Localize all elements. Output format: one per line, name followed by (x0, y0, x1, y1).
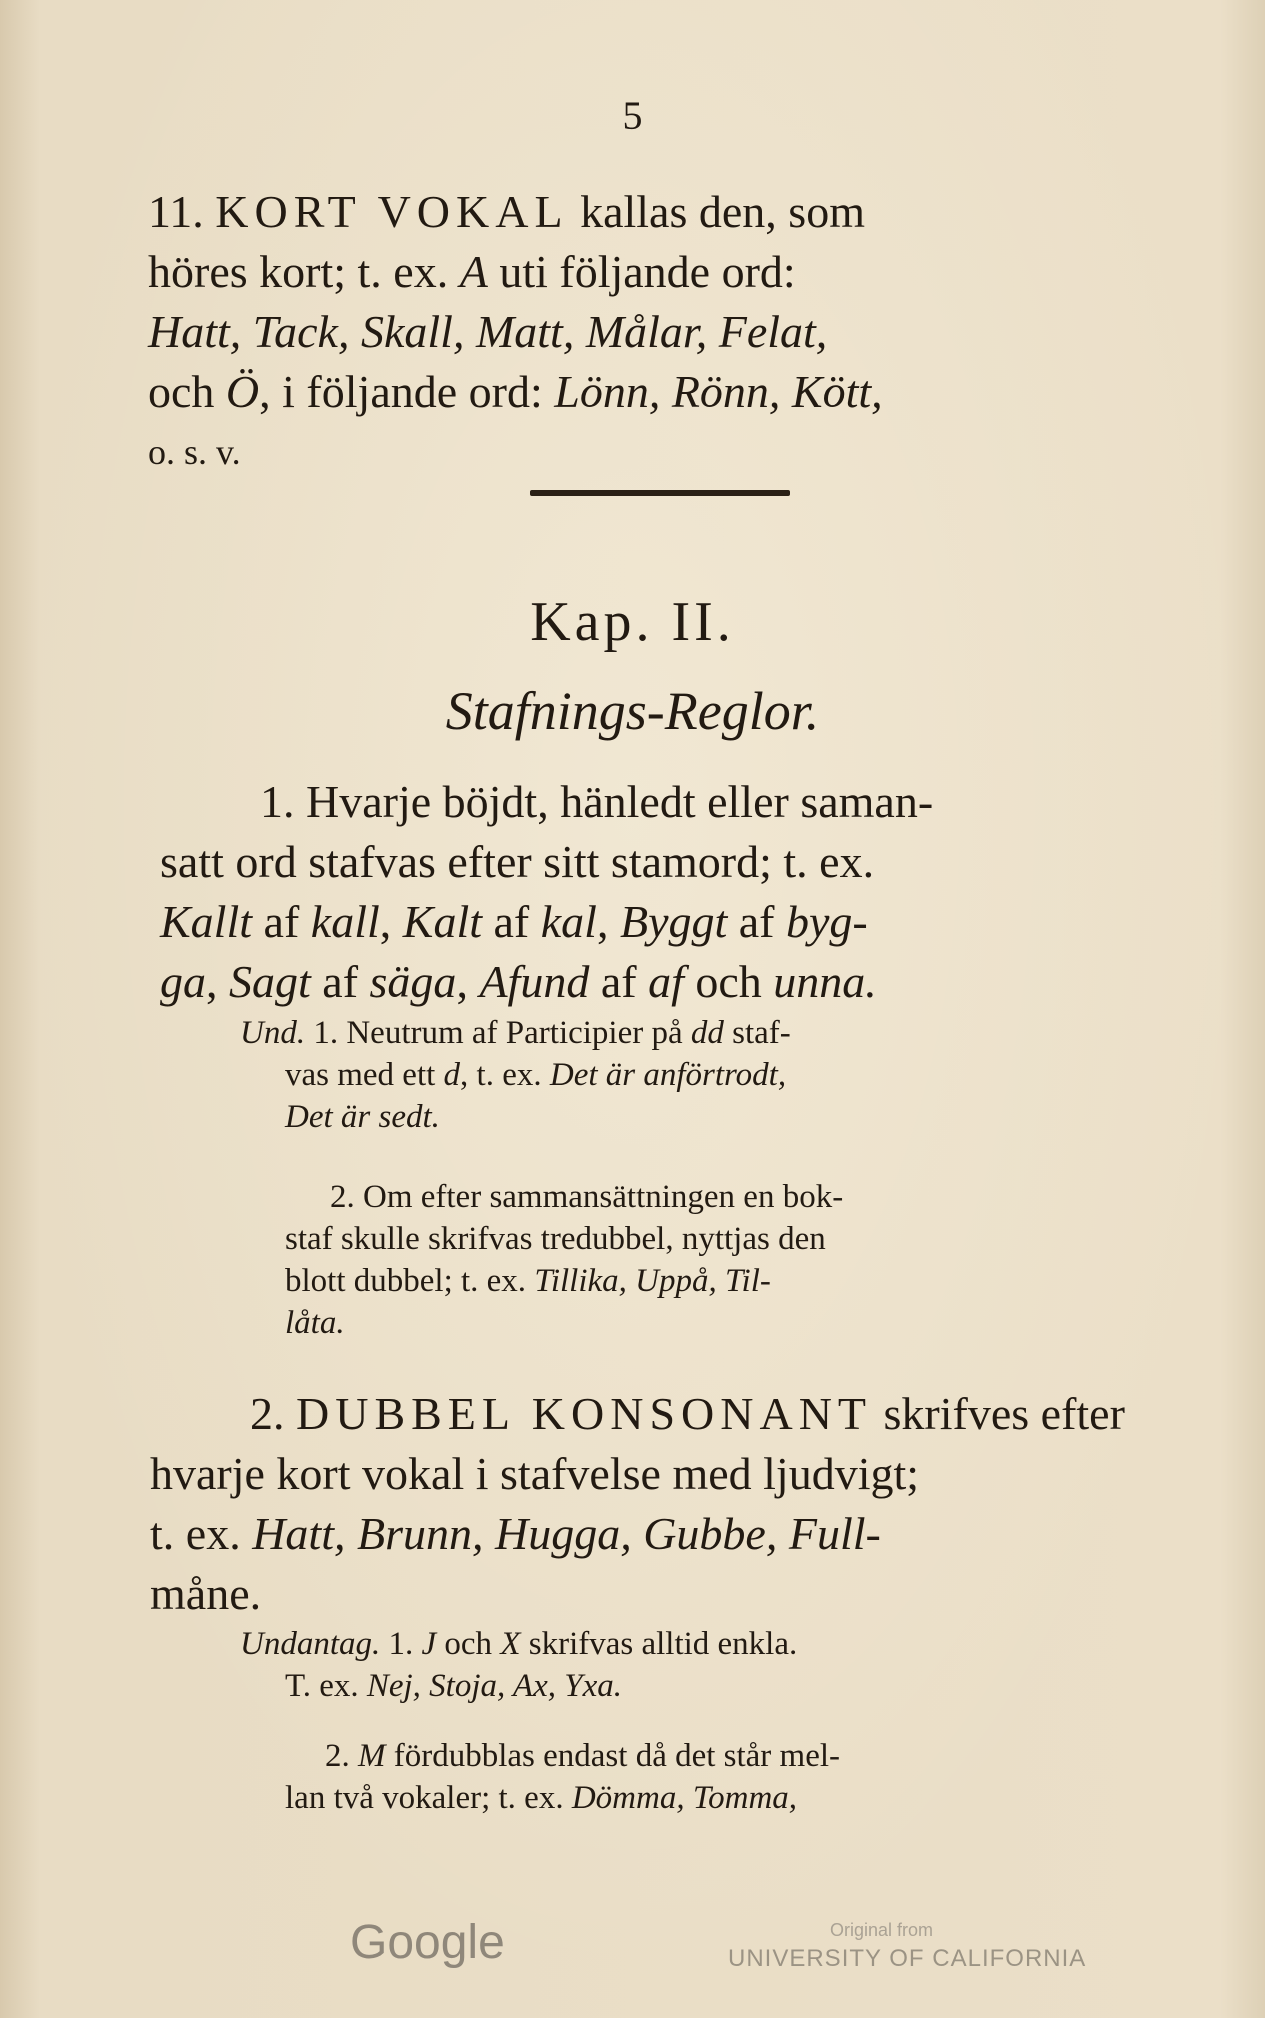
text-span: 2. (325, 1738, 358, 1774)
text-line (148, 242, 1142, 302)
text-span: och (436, 1626, 501, 1662)
text-span: uti följande ord: (487, 246, 796, 297)
text-span: fördubblas endast då det står mel- (385, 1738, 841, 1774)
text-span: 2. (250, 1388, 296, 1439)
text-span: skrifves efter (872, 1388, 1125, 1439)
text-span: staf- (723, 1015, 791, 1051)
note-1 (240, 1012, 1130, 1138)
text-line: satt ord stafvas efter sitt stamord; t. ex. (160, 836, 875, 887)
original-from-watermark: Original from (830, 1920, 934, 1940)
text-line (148, 362, 1142, 422)
text-span: 11. (148, 186, 216, 237)
text-span: , (379, 896, 403, 947)
text-span: af (589, 956, 649, 1007)
italic-term: unna. (773, 956, 877, 1007)
text-line (148, 422, 1142, 482)
note-3 (240, 1623, 1130, 1707)
text-span: , (206, 956, 229, 1007)
italic-term: kall (310, 896, 380, 947)
text-span: vas med ett (285, 1057, 444, 1093)
text-line: hvarje kort vokal i stafvelse med ljudvigt; (150, 1448, 920, 1499)
text-line (240, 1012, 1130, 1054)
section-11-paragraph (148, 182, 1142, 482)
italic-term: Byggt (619, 896, 728, 947)
small-caps-term: KORT VOKAL (215, 186, 569, 237)
chapter-title: Kap. II. (530, 591, 735, 653)
chapter-subtitle: Stafnings-Reglor. (445, 681, 820, 741)
rule-2-paragraph (150, 1384, 1144, 1624)
text-line (160, 892, 1142, 952)
text-line: 1. Hvarje böjdt, hänledt eller saman- (260, 776, 934, 827)
text-span: af (310, 956, 370, 1007)
text-span: T. ex. (285, 1668, 367, 1704)
text-span: och (683, 956, 774, 1007)
italic-term: Kallt (160, 896, 253, 947)
text-span: , i följande ord: (259, 366, 555, 417)
text-line (240, 1665, 1130, 1707)
text-line (150, 1384, 1144, 1444)
text-span: , t. ex. (460, 1057, 550, 1093)
text-span: af (252, 896, 311, 947)
text-span: t. ex. (150, 1508, 253, 1559)
italic-term: byg- (786, 896, 868, 947)
italic-term: J (421, 1626, 437, 1662)
text-line: 2. Om efter sammansättningen en bok- (330, 1179, 844, 1215)
section-divider-rule (530, 490, 790, 496)
italic-term: ga (160, 956, 206, 1007)
university-watermark: UNIVERSITY OF CALIFORNIA (728, 1945, 1087, 1972)
text-span: kallas den, som (568, 186, 865, 237)
italic-term: Und. (240, 1015, 306, 1051)
text-span: , (596, 896, 620, 947)
text-span: lan två vokaler; t. ex. (285, 1780, 572, 1816)
text-span: 1. (380, 1626, 422, 1662)
text-span: blott dubbel; t. ex. (285, 1263, 535, 1299)
italic-term: Dömma, Tomma, (571, 1780, 798, 1816)
italic-term: X (500, 1626, 521, 1662)
italic-term: A (459, 246, 488, 297)
text-line (285, 1735, 1145, 1777)
text-line (285, 1302, 1145, 1344)
google-watermark: Google (350, 1916, 505, 1969)
text-line (148, 302, 1142, 362)
text-line (160, 952, 1142, 1012)
text-span: af (727, 896, 787, 947)
italic-term: Sagt (229, 956, 311, 1007)
italic-term: Hatt, Brunn, Hugga, Gubbe, Full- (252, 1508, 881, 1559)
italic-term: Kalt (402, 896, 483, 947)
italic-term: Undantag. (240, 1626, 381, 1662)
text-line: måne. (150, 1568, 262, 1619)
italic-term: af (648, 956, 684, 1007)
italic-term: Lönn, Rönn, Kött, (554, 366, 883, 417)
italic-term: Hatt, Tack, Skall, Matt, Målar, Felat, (148, 306, 828, 357)
italic-term: M (358, 1738, 386, 1774)
text-span: 1. Neutrum af Participier på (305, 1015, 691, 1051)
text-line: staf skulle skrifvas tredubbel, nyttjas den (285, 1221, 826, 1257)
text-span: skrifvas alltid enkla. (520, 1626, 798, 1662)
text-span: af (482, 896, 541, 947)
text-line (285, 1260, 1145, 1302)
italic-term: säga (369, 956, 457, 1007)
rule-1-paragraph (160, 772, 1142, 1012)
text-span: höres kort; t. ex. (148, 246, 460, 297)
italic-term: d (443, 1057, 461, 1093)
text-span: , (456, 956, 480, 1007)
page-number: 5 (622, 93, 643, 138)
text-line (150, 1504, 1144, 1564)
note-4 (285, 1735, 1145, 1819)
italic-term: Tillika, Uppå, Til- (534, 1263, 771, 1299)
text-line (240, 1054, 1130, 1096)
small-caps-term: DUBBEL KONSONANT (296, 1388, 873, 1439)
italic-term: Det är anförtrodt, (549, 1057, 787, 1093)
italic-term: dd (690, 1015, 724, 1051)
italic-term: låta. (285, 1305, 345, 1341)
italic-term: kal (540, 896, 597, 947)
italic-term: Afund (479, 956, 590, 1007)
text-line (148, 182, 1142, 242)
note-2 (285, 1176, 1145, 1344)
italic-term: Det är sedt. (285, 1099, 440, 1135)
italic-term: Ö (225, 366, 260, 417)
text-span: o. s. v. (148, 432, 241, 472)
text-line (285, 1777, 1145, 1819)
text-span: och (148, 366, 226, 417)
italic-term: Nej, Stoja, Ax, Yxa. (366, 1668, 622, 1704)
text-line (240, 1096, 1130, 1138)
text-line (240, 1623, 1130, 1665)
